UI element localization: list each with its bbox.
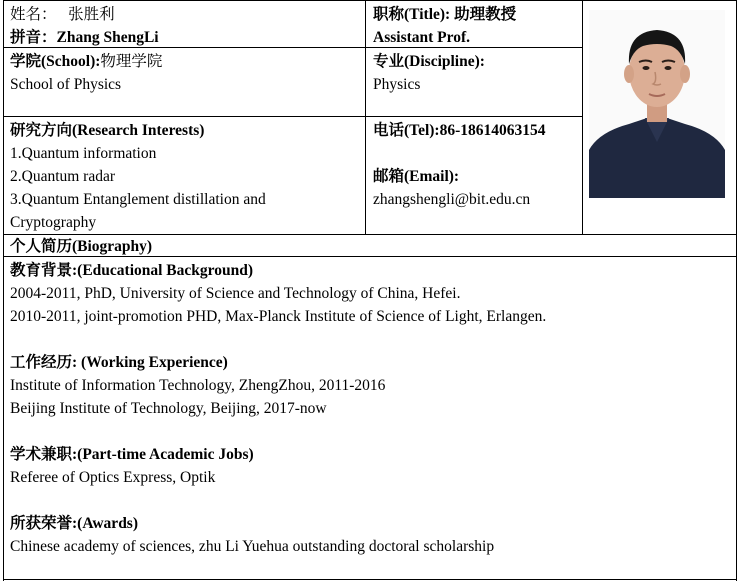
school-label: 学院(School): [10, 53, 101, 70]
table-border-left [3, 0, 4, 581]
parttime-heading: 学术兼职:(Part-time Academic Jobs) [10, 446, 254, 463]
title-en: Assistant Prof. [373, 29, 471, 46]
work-item: Institute of Information Technology, ZhengZhou, 2011-2016 [10, 377, 386, 394]
research-item: 1.Quantum information [10, 145, 157, 162]
research-item: 3.Quantum Entanglement distillation and [10, 191, 266, 208]
divider-col1 [365, 0, 366, 234]
profile-photo [589, 10, 725, 198]
education-heading: 教育背景:(Educational Background) [10, 262, 254, 279]
research-item: 2.Quantum radar [10, 168, 116, 185]
table-border-right [736, 0, 737, 581]
education-item: 2010-2011, joint-promotion PHD, Max-Planck Institute of Science of Light, Erlangen. [10, 308, 547, 325]
research-label: 研究方向(Research Interests) [10, 122, 205, 139]
education-item: 2004-2011, PhD, University of Science and Technology of China, Hefei. [10, 285, 461, 302]
title-line [373, 3, 516, 26]
school-line [10, 50, 162, 73]
title-value: 助理教授 [454, 6, 517, 23]
name-line [10, 3, 115, 26]
tel-label: 电话(Tel): [373, 122, 440, 139]
tel-line [373, 119, 546, 142]
pinyin-label: 拼音： [10, 29, 57, 46]
discipline-label: 专业(Discipline): [373, 53, 485, 70]
email-label: 邮箱(Email): [373, 168, 460, 185]
name-label: 姓名： [10, 6, 57, 23]
research-item: Cryptography [10, 214, 97, 231]
name-value: 张胜利 [68, 6, 115, 23]
work-item: Beijing Institute of Technology, Beijing, 2017-now [10, 400, 327, 417]
table-border-bottom [3, 579, 737, 580]
biography-heading: 个人简历(Biography) [10, 238, 153, 255]
email-value: zhangshengli@bit.edu.cn [373, 191, 531, 208]
awards-heading: 所获荣誉:(Awards) [10, 515, 139, 532]
school-en: School of Physics [10, 76, 122, 93]
work-heading: 工作经历: (Working Experience) [10, 354, 228, 371]
table-border-top [3, 0, 737, 1]
tel-value: 86-18614063154 [439, 122, 546, 139]
discipline-value: Physics [373, 76, 421, 93]
awards-item: Chinese academy of sciences, zhu Li Yuehua outstanding doctoral scholarship [10, 538, 495, 555]
parttime-item: Referee of Optics Express, Optik [10, 469, 216, 486]
pinyin-line [10, 26, 159, 49]
pinyin-value: Zhang ShengLi [56, 29, 159, 46]
portrait-illustration [589, 10, 725, 198]
divider-row2 [3, 116, 582, 117]
divider-col2 [582, 0, 583, 234]
school-value: 物理学院 [100, 53, 163, 70]
title-label: 职称(Title): [373, 6, 451, 23]
